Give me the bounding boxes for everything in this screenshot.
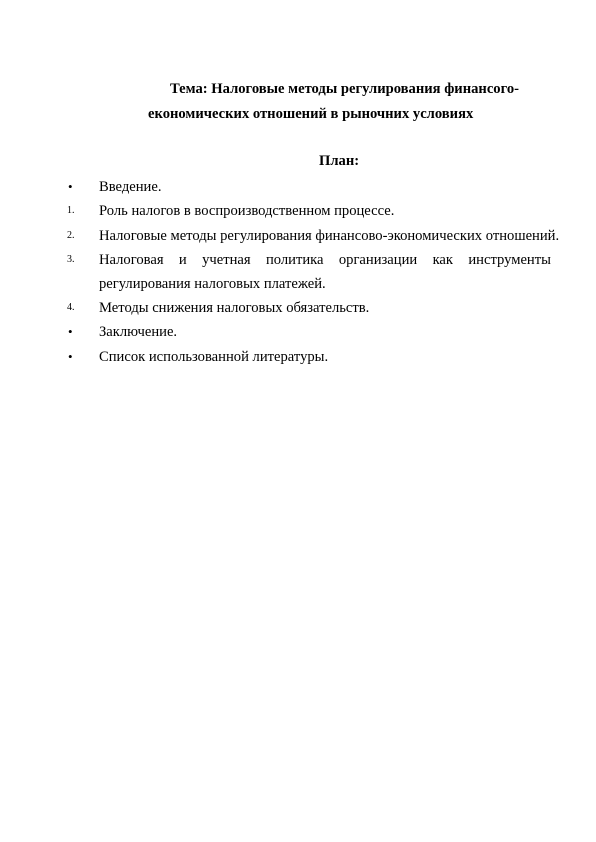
plan-item-text: регулирования налоговых платежей. [99, 276, 326, 292]
document-title-line-2: економических отношений в рыночних уcловиях [148, 106, 474, 122]
word: политика [265, 252, 324, 268]
plan-item-text: Введение. [99, 179, 162, 195]
number-marker: 3. [67, 254, 75, 265]
word: Налоговая [99, 252, 164, 268]
plan-item-text: Список использованной литературы. [99, 349, 329, 365]
bullet-marker: • [68, 324, 73, 339]
word: как [432, 252, 453, 268]
plan-heading: План: [319, 153, 360, 169]
bullet-marker: • [68, 349, 73, 364]
word: учетная [202, 252, 251, 268]
word: организации [338, 252, 418, 268]
plan-item-text: Методы снижения налоговых обязательств. [99, 300, 370, 316]
plan-item-text: Налоговые методы регулирования финансово-экономических отношений. [99, 228, 560, 244]
word: и [178, 252, 187, 268]
number-marker: 4. [67, 302, 75, 313]
plan-item-text: Заключение. [99, 324, 178, 340]
bullet-marker: • [68, 179, 73, 194]
plan-item-text: Роль налогов в воспроизводственном процессе. [99, 203, 395, 219]
plan-item-text-justified [99, 251, 551, 269]
document-title-line-1: Тема: Налоговые методы регулирования финансого- [170, 81, 520, 97]
number-marker: 1. [67, 205, 75, 216]
number-marker: 2. [67, 230, 75, 241]
word: инструменты [468, 252, 551, 268]
